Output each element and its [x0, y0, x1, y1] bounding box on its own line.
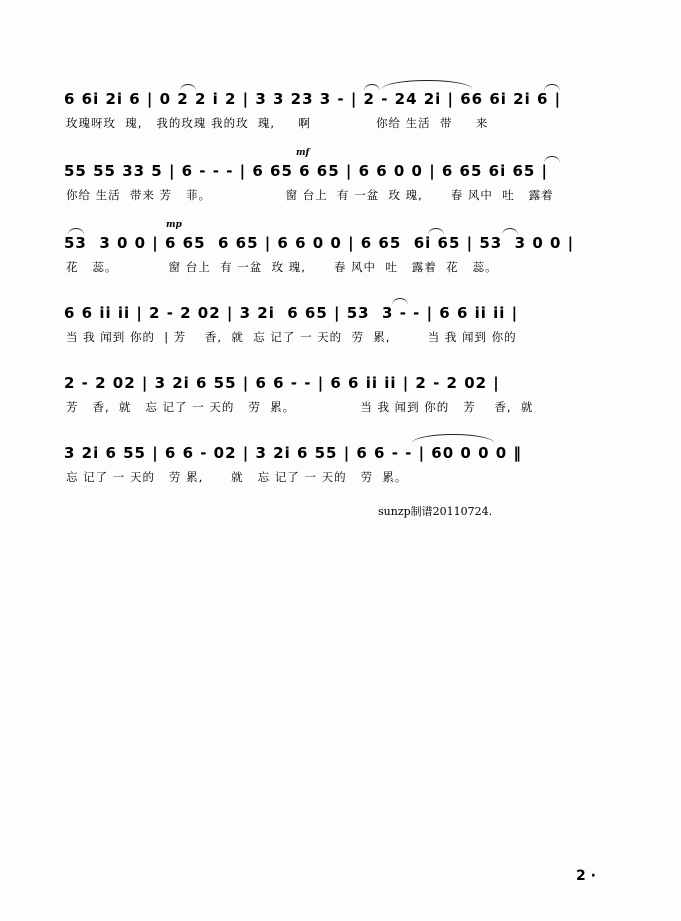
lyrics-line: 花 蕊。 窗 台上 有 一盆 玫 瑰, 春 风中 吐 露着 花 蕊。 [66, 260, 498, 274]
dynamic-marking: mf [296, 148, 310, 158]
notation-line: 6 6i 2i 6 | 0 2 2 i 2 | 3 3 23 3 - | 2 - 24 2i | 66 6i 2i 6 | [64, 90, 562, 108]
lyrics-line: 芳 香, 就 忘 记了 一 天的 劳 累。 当 我 闻到 你的 芳 香, 就 [66, 400, 534, 414]
page-number: 2 · [576, 868, 596, 884]
notation-line: 3 2i 6 55 | 6 6 - 02 | 3 2i 6 55 | 6 6 - - | 60 0 0 0 ‖ [64, 444, 522, 462]
score-system-1 [64, 86, 604, 146]
lyrics-line: 玫瑰呀玫 瑰, 我的玫瑰 我的玫 瑰, 啊 你给 生活 带 来 [66, 116, 489, 130]
score-system-6 [64, 440, 604, 500]
score-system-2 [64, 148, 604, 218]
dynamic-marking: mp [166, 220, 182, 230]
lyrics-line: 当 我 闻到 你的 | 芳 香, 就 忘 记了 一 天的 劳 累, 当 我 闻到 你的 [66, 330, 517, 344]
score-system-5 [64, 370, 604, 430]
lyrics-line: 忘 记了 一 天的 劳 累, 就 忘 记了 一 天的 劳 累。 [66, 470, 408, 484]
notation-line: 6 6 ii ii | 2 - 2 02 | 3 2i 6 65 | 53 3 - - | 6 6 ii ii | [64, 304, 519, 322]
lyrics-line: 你给 生活 带来 芳 菲。 窗 台上 有 一盆 玫 瑰, 春 风中 吐 露着 [66, 188, 554, 202]
transcriber-credit: sunzp制谱20110724. [378, 505, 493, 518]
score-system-4 [64, 300, 604, 360]
notation-line: 2 - 2 02 | 3 2i 6 55 | 6 6 - - | 6 6 ii ii | 2 - 2 02 | [64, 374, 500, 392]
score-system-3 [64, 220, 604, 290]
notation-line: 53 3 0 0 | 6 65 6 65 | 6 6 0 0 | 6 65 6i 65 | 53 3 0 0 | [64, 234, 575, 252]
notation-line: 55 55 33 5 | 6 - - - | 6 65 6 65 | 6 6 0 0 | 6 65 6i 65 | [64, 162, 549, 180]
